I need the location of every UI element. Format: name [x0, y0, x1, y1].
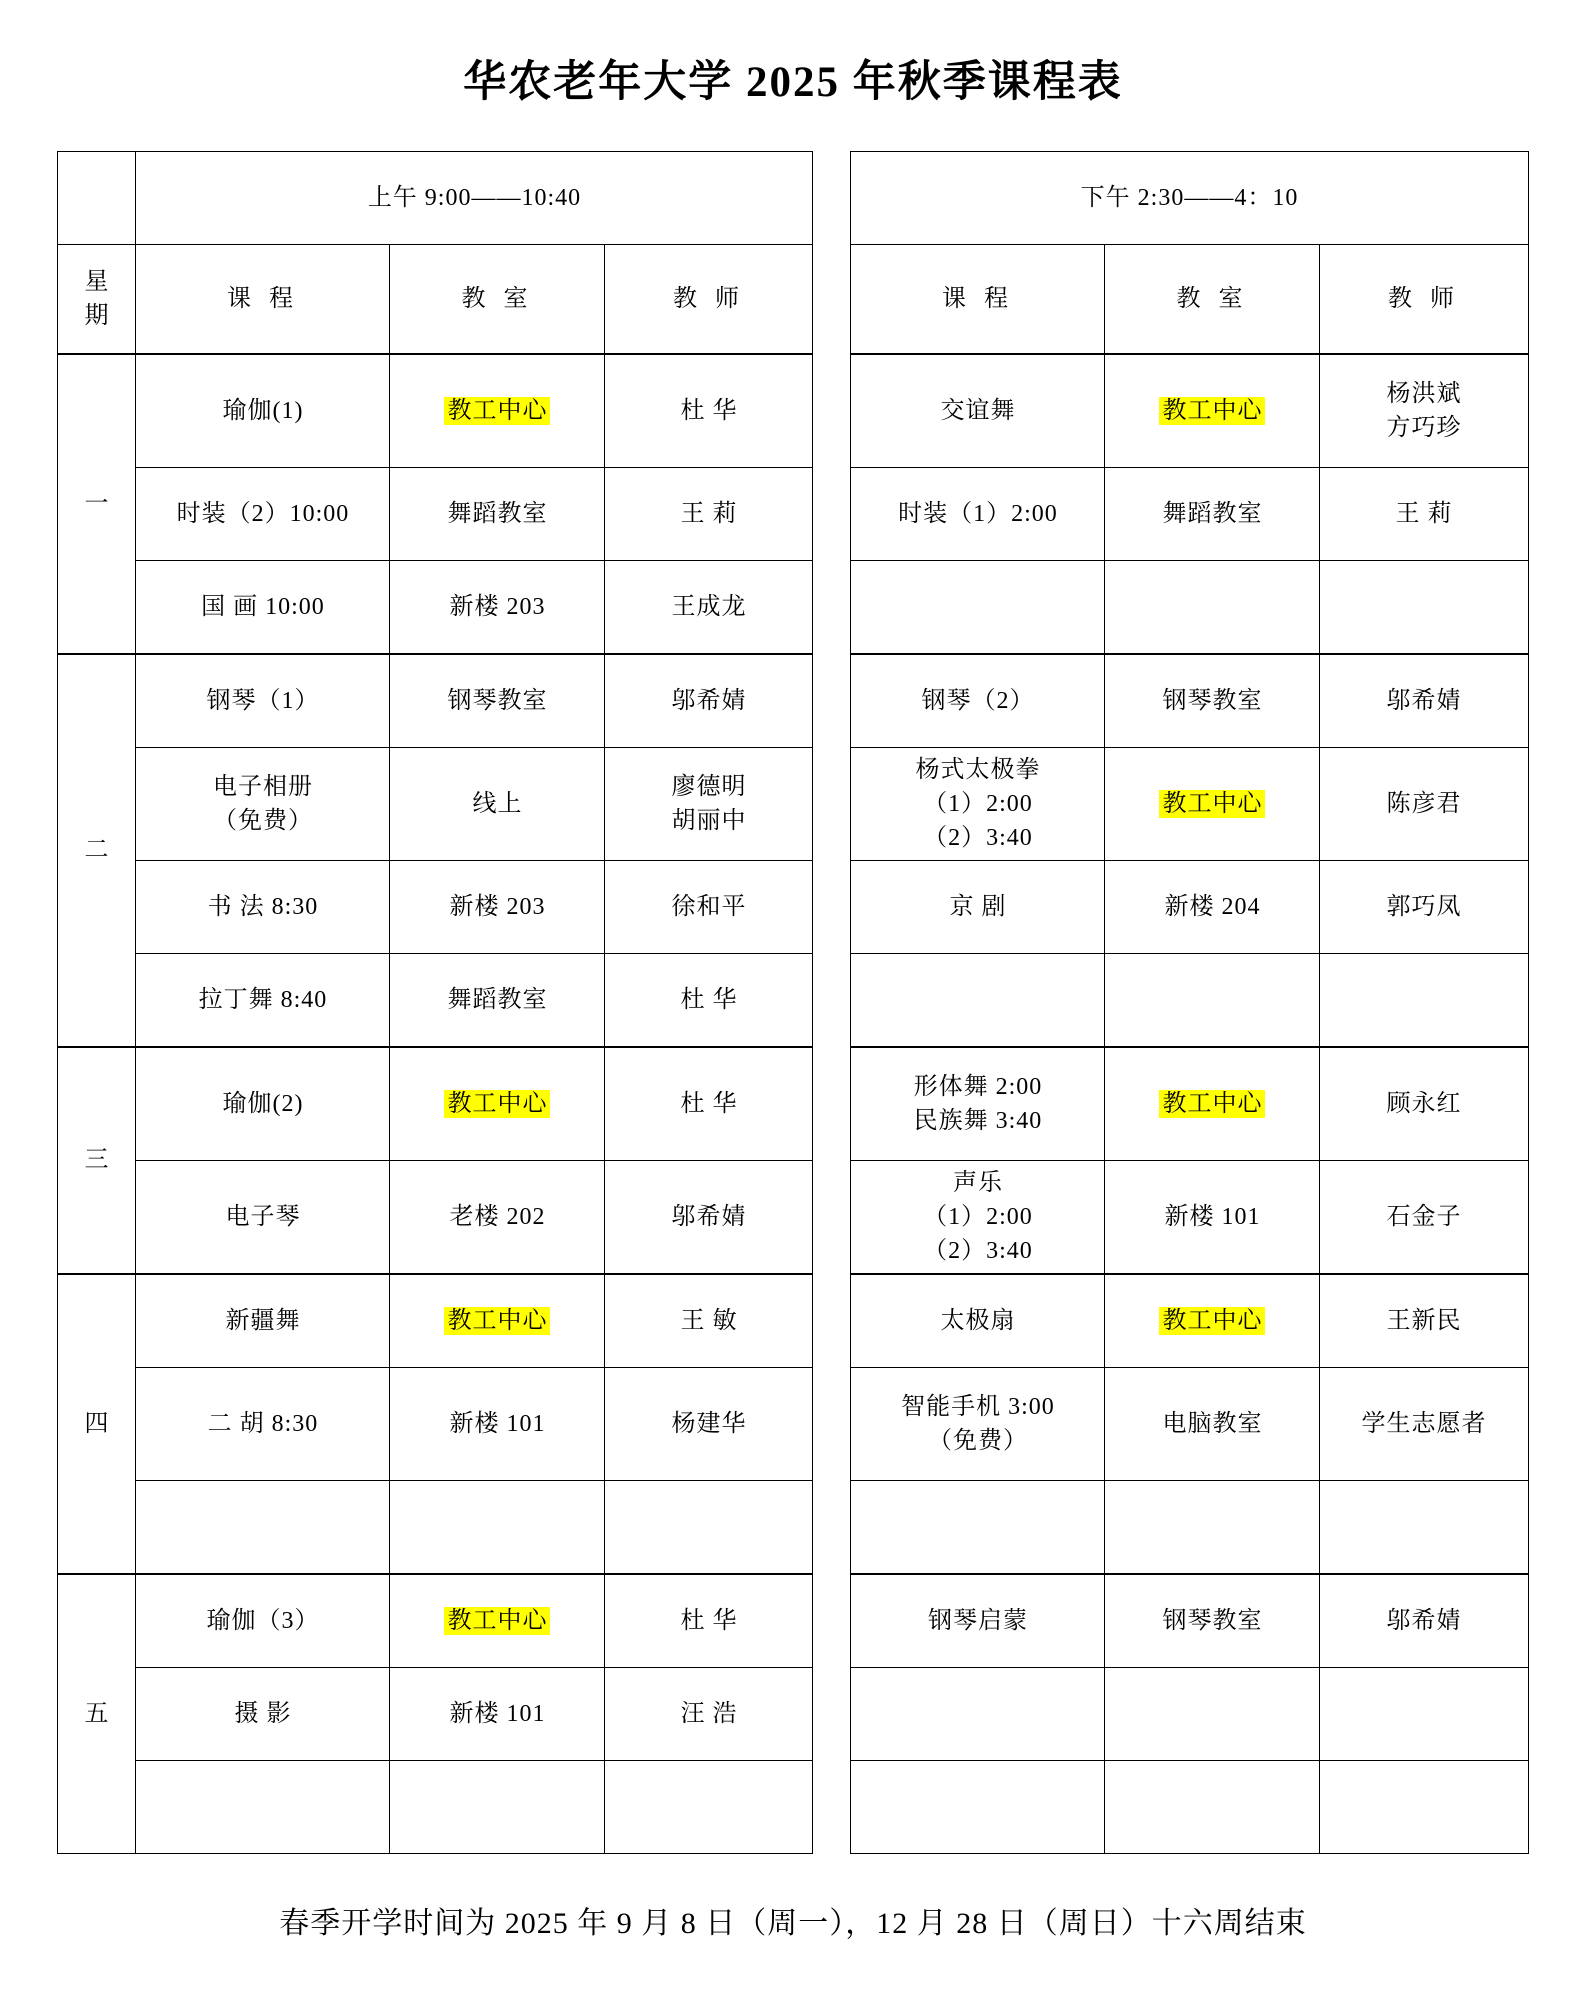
column-gap: [813, 354, 851, 468]
afternoon-course: 交谊舞: [851, 354, 1105, 468]
morning-room: 教工中心: [390, 354, 605, 468]
column-gap: [813, 1161, 851, 1275]
header-room-morning: 教 室: [390, 245, 605, 355]
morning-course: 时装（2）10:00: [136, 468, 390, 561]
morning-teacher: 杜 华: [605, 354, 813, 468]
morning-course: 瑜伽（3）: [136, 1574, 390, 1668]
afternoon-room: 舞蹈教室: [1105, 468, 1320, 561]
day-label-2: 二: [58, 654, 136, 1047]
afternoon-room: 教工中心: [1105, 748, 1320, 861]
afternoon-course: 智能手机 3:00 （免费）: [851, 1368, 1105, 1481]
day-label-5: 五: [58, 1574, 136, 1854]
column-gap: [813, 152, 851, 245]
morning-teacher: 杜 华: [605, 1047, 813, 1161]
morning-room: 新楼 101: [390, 1668, 605, 1761]
table-row: [58, 1274, 1528, 1368]
morning-course: [136, 1481, 390, 1575]
afternoon-course: [851, 1761, 1105, 1854]
morning-room: 新楼 203: [390, 861, 605, 954]
afternoon-session-header: 下午 2:30——4：10: [851, 152, 1528, 245]
table-row: [58, 1481, 1528, 1575]
header-course-morning: 课 程: [136, 245, 390, 355]
footer-note: 春季开学时间为 2025 年 9 月 8 日（周一），12 月 28 日（周日）十六周结束: [279, 1907, 1307, 1940]
morning-teacher: 徐和平: [605, 861, 813, 954]
afternoon-room: 新楼 101: [1105, 1161, 1320, 1275]
afternoon-course: 杨式太极拳 （1）2:00 （2）3:40: [851, 748, 1105, 861]
morning-course: 二 胡 8:30: [136, 1368, 390, 1481]
afternoon-teacher: 陈彦君: [1320, 748, 1528, 861]
morning-room: 教工中心: [390, 1274, 605, 1368]
morning-room: 新楼 203: [390, 561, 605, 655]
afternoon-room: 新楼 204: [1105, 861, 1320, 954]
morning-room: 钢琴教室: [390, 654, 605, 748]
morning-teacher: 邬希婧: [605, 654, 813, 748]
afternoon-teacher: 杨洪斌 方巧珍: [1320, 354, 1528, 468]
column-gap: [813, 1481, 851, 1575]
column-gap: [813, 561, 851, 655]
column-gap: [813, 468, 851, 561]
afternoon-course: [851, 1668, 1105, 1761]
column-header-row: [58, 245, 1528, 355]
afternoon-course: 京 剧: [851, 861, 1105, 954]
morning-room: 线上: [390, 748, 605, 861]
column-gap: [813, 1574, 851, 1668]
corner-cell: [58, 152, 136, 245]
morning-room: 老楼 202: [390, 1161, 605, 1275]
morning-teacher: 杨建华: [605, 1368, 813, 1481]
morning-room: 教工中心: [390, 1047, 605, 1161]
morning-course: 摄 影: [136, 1668, 390, 1761]
afternoon-course: 太极扇: [851, 1274, 1105, 1368]
morning-room: 舞蹈教室: [390, 468, 605, 561]
afternoon-room: [1105, 1761, 1320, 1854]
morning-teacher: 汪 浩: [605, 1668, 813, 1761]
table-row: [58, 1668, 1528, 1761]
morning-teacher: 王成龙: [605, 561, 813, 655]
afternoon-room: [1105, 561, 1320, 655]
afternoon-course: 时装（1）2:00: [851, 468, 1105, 561]
afternoon-teacher: 王 莉: [1320, 468, 1528, 561]
morning-room: 舞蹈教室: [390, 954, 605, 1048]
afternoon-room: [1105, 1668, 1320, 1761]
schedule-table: [57, 151, 1528, 1854]
morning-course: 书 法 8:30: [136, 861, 390, 954]
morning-course: 钢琴（1）: [136, 654, 390, 748]
table-row: [58, 861, 1528, 954]
afternoon-course: [851, 1481, 1105, 1575]
morning-teacher: 邬希婧: [605, 1161, 813, 1275]
afternoon-course: [851, 561, 1105, 655]
column-gap: [813, 954, 851, 1048]
header-teacher-morning: 教 师: [605, 245, 813, 355]
afternoon-teacher: 郭巧凤: [1320, 861, 1528, 954]
morning-session-header: 上午 9:00——10:40: [136, 152, 813, 245]
table-row: [58, 654, 1528, 748]
day-label-4: 四: [58, 1274, 136, 1574]
morning-teacher: 王 敏: [605, 1274, 813, 1368]
table-row: [58, 561, 1528, 655]
afternoon-course: 钢琴启蒙: [851, 1574, 1105, 1668]
morning-course: 瑜伽(1): [136, 354, 390, 468]
column-gap: [813, 1047, 851, 1161]
morning-course: 瑜伽(2): [136, 1047, 390, 1161]
morning-room: [390, 1481, 605, 1575]
afternoon-teacher: 王新民: [1320, 1274, 1528, 1368]
afternoon-teacher: [1320, 1668, 1528, 1761]
morning-course: [136, 1761, 390, 1854]
afternoon-course: 形体舞 2:00 民族舞 3:40: [851, 1047, 1105, 1161]
column-gap: [813, 861, 851, 954]
afternoon-room: 钢琴教室: [1105, 1574, 1320, 1668]
morning-teacher: 杜 华: [605, 1574, 813, 1668]
afternoon-room: 教工中心: [1105, 1274, 1320, 1368]
morning-teacher: [605, 1481, 813, 1575]
column-gap: [813, 748, 851, 861]
header-course-afternoon: 课 程: [851, 245, 1105, 355]
morning-room: 新楼 101: [390, 1368, 605, 1481]
day-label-3: 三: [58, 1047, 136, 1274]
morning-course: 电子琴: [136, 1161, 390, 1275]
afternoon-teacher: 邬希婧: [1320, 1574, 1528, 1668]
morning-room: 教工中心: [390, 1574, 605, 1668]
table-row: [58, 1047, 1528, 1161]
header-room-afternoon: 教 室: [1105, 245, 1320, 355]
morning-course: 拉丁舞 8:40: [136, 954, 390, 1048]
header-day: 星 期: [58, 245, 136, 355]
afternoon-room: [1105, 954, 1320, 1048]
morning-teacher: 杜 华: [605, 954, 813, 1048]
afternoon-room: 教工中心: [1105, 354, 1320, 468]
column-gap: [813, 1368, 851, 1481]
table-row: [58, 748, 1528, 861]
table-row: [58, 468, 1528, 561]
column-gap: [813, 245, 851, 355]
afternoon-teacher: 学生志愿者: [1320, 1368, 1528, 1481]
column-gap: [813, 654, 851, 748]
afternoon-room: 钢琴教室: [1105, 654, 1320, 748]
table-row: [58, 1368, 1528, 1481]
morning-teacher: 廖德明 胡丽中: [605, 748, 813, 861]
afternoon-room: 教工中心: [1105, 1047, 1320, 1161]
morning-teacher: [605, 1761, 813, 1854]
session-header-row: [58, 152, 1528, 245]
afternoon-teacher: 顾永红: [1320, 1047, 1528, 1161]
day-label-1: 一: [58, 354, 136, 654]
table-row: [58, 354, 1528, 468]
morning-teacher: 王 莉: [605, 468, 813, 561]
header-teacher-afternoon: 教 师: [1320, 245, 1528, 355]
morning-course: 新疆舞: [136, 1274, 390, 1368]
table-row: [58, 954, 1528, 1048]
afternoon-teacher: [1320, 1481, 1528, 1575]
afternoon-teacher: [1320, 954, 1528, 1048]
afternoon-room: [1105, 1481, 1320, 1575]
column-gap: [813, 1668, 851, 1761]
column-gap: [813, 1274, 851, 1368]
morning-room: [390, 1761, 605, 1854]
afternoon-teacher: 邬希婧: [1320, 654, 1528, 748]
column-gap: [813, 1761, 851, 1854]
morning-course: 电子相册 （免费）: [136, 748, 390, 861]
afternoon-teacher: 石金子: [1320, 1161, 1528, 1275]
morning-course: 国 画 10:00: [136, 561, 390, 655]
table-row: [58, 1761, 1528, 1854]
afternoon-course: [851, 954, 1105, 1048]
afternoon-teacher: [1320, 1761, 1528, 1854]
afternoon-course: 声乐 （1）2:00 （2）3:40: [851, 1161, 1105, 1275]
table-row: [58, 1574, 1528, 1668]
afternoon-room: 电脑教室: [1105, 1368, 1320, 1481]
table-row: [58, 1161, 1528, 1275]
page-title: 华农老年大学 2025 年秋季课程表: [463, 59, 1123, 106]
afternoon-teacher: [1320, 561, 1528, 655]
afternoon-course: 钢琴（2）: [851, 654, 1105, 748]
